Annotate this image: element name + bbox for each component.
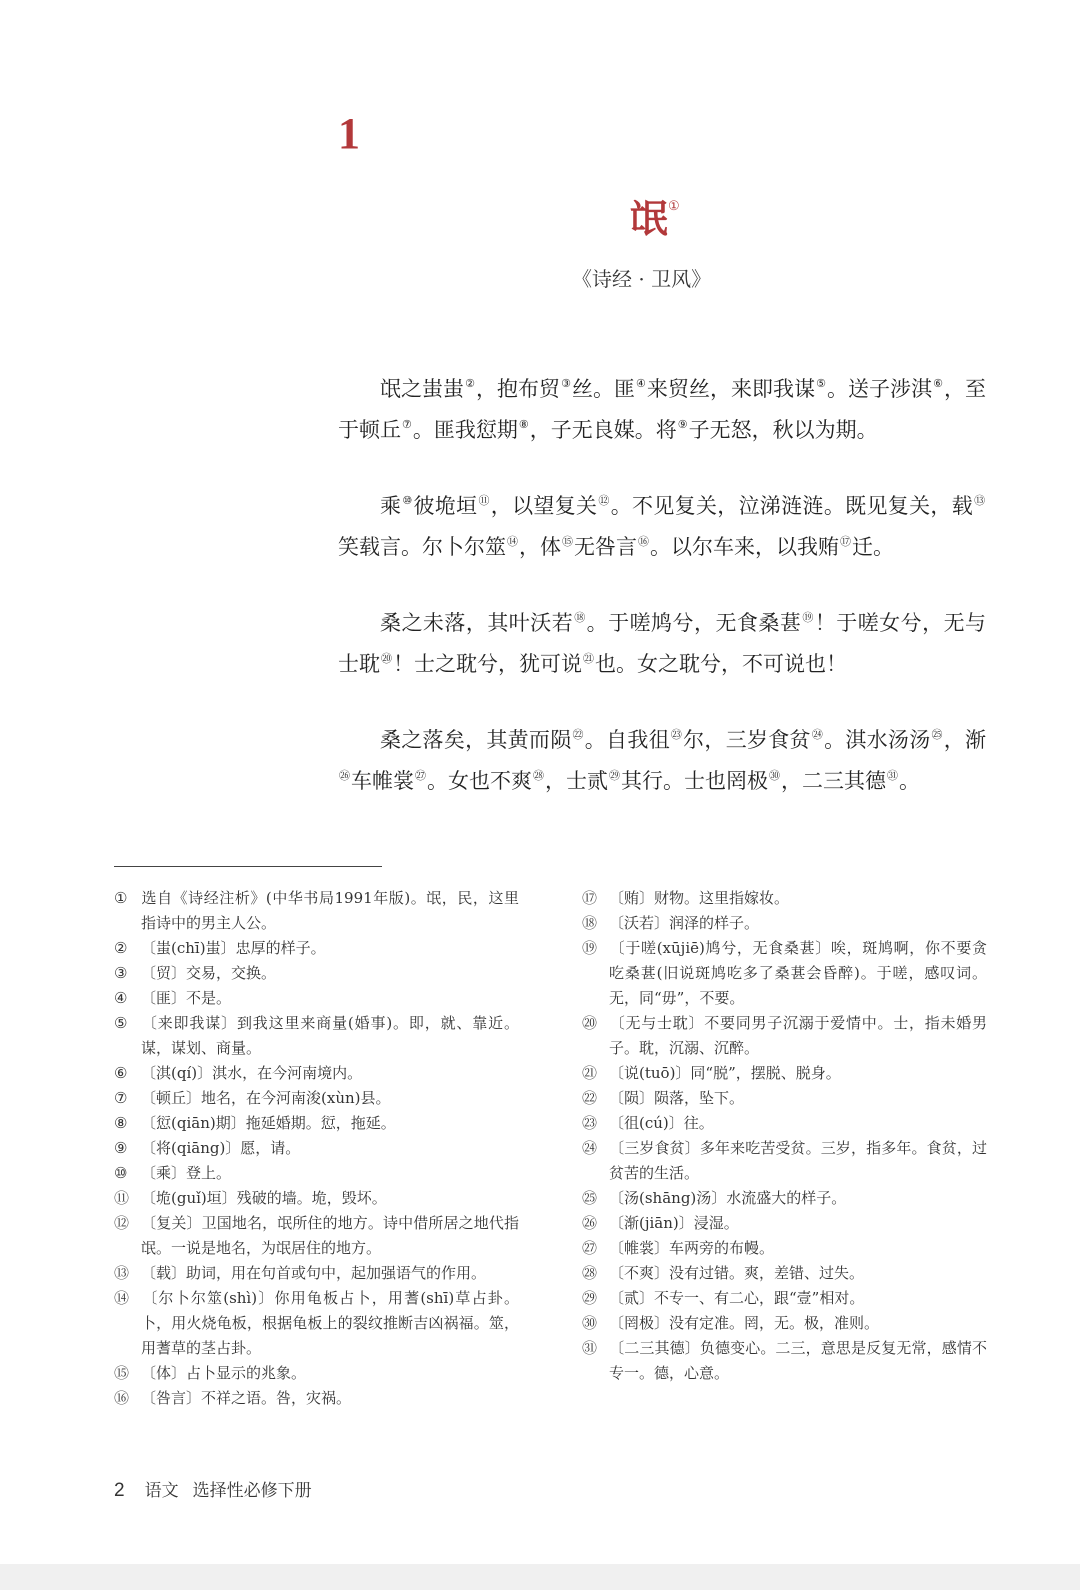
- footnote-marker: ㉛: [887, 769, 898, 782]
- footnote-text: 〔载〕助词，用在句首或句中，起加强语气的作用。: [141, 1264, 487, 1282]
- footnote-text: 〔垝(guǐ)垣〕残破的墙。垝，毁坏。: [141, 1189, 387, 1207]
- footnote-number: ⑫: [114, 1214, 130, 1232]
- stanza-text: ！士之耽兮，犹可说: [393, 652, 582, 676]
- footnote-text: 〔来即我谋〕到我这里来商量(婚事)。即，就、靠近。谋，谋划、商量。: [141, 1014, 519, 1057]
- stanza-text: 其行。士也罔极: [621, 769, 768, 793]
- stanza-text: 迁。: [852, 535, 894, 559]
- footnote-number: ㉖: [582, 1214, 598, 1232]
- lesson-number: 1: [338, 109, 360, 158]
- footnote-item: [114, 1086, 519, 1111]
- stanza-text: 乘: [380, 494, 402, 518]
- footnote-marker: ⑭: [507, 535, 518, 548]
- footnote-number: ①: [114, 889, 128, 907]
- footnote-marker: ③: [561, 377, 571, 390]
- stanza-text: ，渐: [943, 728, 987, 752]
- footnote-marker: ⑮: [562, 535, 573, 548]
- poem-stanza: [338, 600, 986, 682]
- stanza-text: 。不见复关，泣涕涟涟。既见复关，载: [610, 494, 974, 518]
- footnote-item: [114, 936, 519, 961]
- footnote-number: ⑥: [114, 1064, 128, 1082]
- footnote-divider: [114, 866, 382, 867]
- footnote-text: 〔不爽〕没有过错。爽，差错、过失。: [609, 1264, 865, 1282]
- footnote-text: 〔陨〕陨落，坠下。: [609, 1089, 745, 1107]
- footnote-item: [114, 1061, 519, 1086]
- footnote-marker: ⑳: [381, 652, 392, 665]
- footnote-marker: ㉓: [670, 728, 683, 741]
- footnote-item: [114, 1386, 519, 1411]
- stanza-text: 桑之落矣，其黄而陨: [380, 728, 572, 752]
- stanza-text: 桑之未落，其叶沃若: [380, 611, 574, 635]
- footnote-number: ④: [114, 989, 128, 1007]
- footnote-item: [582, 1061, 987, 1086]
- footnote-text: 〔淇(qí)〕淇水，在今河南境内。: [141, 1064, 363, 1082]
- poem-stanza: [338, 366, 986, 448]
- footer-subject: 语文: [144, 1481, 179, 1501]
- footnote-item: [114, 1111, 519, 1136]
- footnote-marker: ㉑: [583, 652, 594, 665]
- footnote-item: [582, 1111, 987, 1136]
- poem-body: [338, 366, 986, 834]
- footnote-marker: ㉘: [533, 769, 544, 782]
- footnote-text: 〔帷裳〕车两旁的布幔。: [609, 1239, 775, 1257]
- footnote-item: [114, 961, 519, 986]
- footnotes-left-column: [114, 886, 519, 1411]
- scan-bottom-strip: [0, 1564, 1080, 1590]
- footnote-number: ⑳: [582, 1014, 598, 1032]
- footnote-marker: ④: [636, 377, 646, 390]
- stanza-text: 。以尔车来，以我贿: [650, 535, 839, 559]
- footnote-text: 〔愆(qiān)期〕拖延婚期。愆，拖延。: [141, 1114, 396, 1132]
- footnote-number: ㉔: [582, 1139, 598, 1157]
- footnote-marker: ②: [465, 377, 475, 390]
- footnote-marker: ㉗: [415, 769, 426, 782]
- footnote-marker: ⑯: [638, 535, 649, 548]
- stanza-text: ，至于顿丘: [338, 377, 987, 442]
- footnote-item: [582, 1186, 987, 1211]
- footnote-number: ⑤: [114, 1014, 128, 1032]
- footnote-text: 〔沃若〕润泽的样子。: [609, 914, 760, 932]
- footnote-text: 〔顿丘〕地名，在今河南浚(xùn)县。: [141, 1089, 391, 1107]
- footnote-item: [582, 1286, 987, 1311]
- footnote-number: ⑮: [114, 1364, 130, 1382]
- footnote-text: 〔贰〕不专一、有二心，跟“壹”相对。: [609, 1289, 865, 1307]
- footnote-marker: ⑧: [518, 418, 529, 431]
- footnote-number: ㉓: [582, 1114, 598, 1132]
- poem-title-note-marker: ①: [668, 199, 680, 214]
- footnote-item: [114, 1161, 519, 1186]
- footnote-text: 〔将(qiāng)〕愿，请。: [141, 1139, 301, 1157]
- footnote-number: ⑰: [582, 889, 598, 907]
- footnote-marker: ⑩: [402, 494, 413, 507]
- footnote-number: ⑩: [114, 1164, 128, 1182]
- footnote-item: [582, 911, 987, 936]
- footnote-marker: ⑲: [802, 611, 814, 624]
- footnote-text: 〔匪〕不是。: [141, 989, 232, 1007]
- footnote-number: ②: [114, 939, 128, 957]
- footnote-item: [582, 1261, 987, 1286]
- footnote-item: [582, 1236, 987, 1261]
- footnote-number: ③: [114, 964, 128, 982]
- stanza-text: 来贸丝，来即我谋: [646, 377, 816, 401]
- stanza-text: ，以望复关: [490, 494, 598, 518]
- footnote-number: ㉑: [582, 1064, 598, 1082]
- page-footer: [114, 1476, 312, 1502]
- footnote-text: 〔于嗟(xūjiē)鸠兮，无食桑葚〕唉，斑鸠啊，你不要贪吃桑葚(旧说斑鸠吃多了桑葚会昏醉)。于嗟，感叹词。无，同“毋”，不要。: [609, 939, 987, 1007]
- footnote-number: ⑦: [114, 1089, 128, 1107]
- stanza-text: ！于嗟女兮，无与士耽: [338, 611, 987, 676]
- footnote-item: [582, 1011, 987, 1061]
- footnote-number: ㉙: [582, 1289, 598, 1307]
- stanza-text: 尔，三岁食贫: [683, 728, 811, 752]
- footnote-marker: ⑨: [677, 418, 688, 431]
- footnote-item: [114, 1211, 519, 1261]
- footnote-number: ⑨: [114, 1139, 128, 1157]
- footnote-text: 〔蚩(chī)蚩〕忠厚的样子。: [141, 939, 326, 957]
- stanza-text: 。于嗟鸠兮，无食桑葚: [586, 611, 802, 635]
- footnote-item: [114, 986, 519, 1011]
- footnote-marker: ⑦: [402, 418, 412, 431]
- poem-source: 《诗经 · 卫风》: [572, 267, 712, 291]
- footnote-text: 〔尔卜尔筮(shì)〕你用龟板占卜，用蓍(shī)草占卦。卜，用火烧龟板，根据龟板上的裂纹推断吉凶祸福。筮，用蓍草的茎占卦。: [141, 1289, 519, 1357]
- footnote-marker: ㉚: [769, 769, 780, 782]
- page-number: 2: [114, 1480, 125, 1501]
- footnote-number: ㉒: [582, 1089, 598, 1107]
- footnote-number: ㉘: [582, 1264, 598, 1282]
- footnote-item: [114, 1011, 519, 1061]
- footnote-item: [582, 1211, 987, 1236]
- footnote-number: ㉛: [582, 1339, 598, 1357]
- poem-title: [630, 188, 680, 243]
- footnote-text: 〔乘〕登上。: [141, 1164, 232, 1182]
- footnote-number: ⑪: [114, 1189, 130, 1207]
- stanza-text: 也。女之耽兮，不可说也！: [595, 652, 847, 676]
- footnote-text: 〔三岁食贫〕多年来吃苦受贫。三岁，指多年。食贫，过贫苦的生活。: [609, 1139, 987, 1182]
- footnote-marker: ㉙: [609, 769, 620, 782]
- footnote-text: 〔徂(cú)〕往。: [609, 1114, 714, 1132]
- stanza-text: 笑载言。尔卜尔筮: [338, 535, 506, 559]
- footnote-marker: ⑫: [598, 494, 610, 507]
- footnote-marker: ㉕: [931, 728, 943, 741]
- footnote-marker: ⑰: [840, 535, 851, 548]
- stanza-text: 彼垝垣: [413, 494, 478, 518]
- stanza-text: 子无怒，秋以为期。: [688, 418, 878, 442]
- footnote-text: 〔贸〕交易，交换。: [141, 964, 277, 982]
- footnote-text: 〔渐(jiān)〕浸湿。: [609, 1214, 739, 1232]
- footnote-item: [582, 1336, 987, 1386]
- footnote-text: 〔无与士耽〕不要同男子沉溺于爱情中。士，指未婚男子。耽，沉溺、沉醉。: [609, 1014, 987, 1057]
- stanza-text: 。送子涉淇: [826, 377, 933, 401]
- footnote-number: ㉗: [582, 1239, 598, 1257]
- stanza-text: ，子无良媒。将: [529, 418, 677, 442]
- footnote-number: ㉕: [582, 1189, 598, 1207]
- footnote-text: 选自《诗经注析》(中华书局1991年版)。氓，民，这里指诗中的男主人公。: [141, 889, 519, 932]
- footnote-number: ⑭: [114, 1289, 130, 1307]
- footnote-item: [582, 886, 987, 911]
- stanza-text: 。自我徂: [584, 728, 670, 752]
- footnote-marker: ⑬: [974, 494, 986, 507]
- stanza-text: 车帷裳: [351, 769, 414, 793]
- footnote-marker: ⑤: [816, 377, 826, 390]
- footnote-text: 〔汤(shāng)汤〕水流盛大的样子。: [609, 1189, 847, 1207]
- stanza-text: 无咎言: [574, 535, 637, 559]
- stanza-text: 氓之蚩蚩: [380, 377, 465, 401]
- footnote-item: [114, 1261, 519, 1286]
- poem-title-text: 氓: [630, 196, 669, 241]
- footnote-text: 〔二三其德〕负德变心。二三，意思是反复无常，感情不专一。德，心意。: [609, 1339, 987, 1382]
- stanza-text: ，体: [519, 535, 561, 559]
- footnote-text: 〔说(tuō)〕同“脱”，摆脱、脱身。: [609, 1064, 841, 1082]
- footnote-number: ⑱: [582, 914, 598, 932]
- footnote-text: 〔体〕占卜显示的兆象。: [141, 1364, 307, 1382]
- poem-stanza: [338, 483, 986, 565]
- footnote-item: [114, 1361, 519, 1386]
- footnote-number: ⑬: [114, 1264, 130, 1282]
- footnote-text: 〔贿〕财物。这里指嫁妆。: [609, 889, 790, 907]
- footnote-item: [582, 1136, 987, 1186]
- footnote-number: ⑧: [114, 1114, 128, 1132]
- footnote-text: 〔复关〕卫国地名，氓所住的地方。诗中借所居之地代指氓。一说是地名，为氓居住的地方。: [141, 1214, 519, 1257]
- stanza-text: ，二三其德: [781, 769, 886, 793]
- footnotes-right-column: [582, 886, 987, 1386]
- footnote-item: [582, 936, 987, 1011]
- stanza-text: 丝。匪: [571, 377, 636, 401]
- footnote-marker: ⑪: [478, 494, 490, 507]
- footnote-marker: ㉒: [572, 728, 584, 741]
- footnote-item: [114, 1186, 519, 1211]
- footnote-number: ⑯: [114, 1389, 130, 1407]
- stanza-text: ，士贰: [545, 769, 608, 793]
- stanza-text: 。女也不爽: [427, 769, 532, 793]
- footnote-item: [582, 1311, 987, 1336]
- footnote-text: 〔咎言〕不祥之语。咎，灾祸。: [141, 1389, 352, 1407]
- poem-stanza: [338, 717, 986, 799]
- stanza-text: 。: [899, 769, 920, 793]
- footnote-item: [114, 1286, 519, 1361]
- footnote-number: ⑲: [582, 939, 598, 957]
- footnote-item: [114, 1136, 519, 1161]
- footnote-marker: ㉖: [339, 769, 350, 782]
- footnote-text: 〔罔极〕没有定准。罔，无。极，准则。: [609, 1314, 880, 1332]
- footnote-marker: ⑥: [933, 377, 943, 390]
- footnote-marker: ⑱: [574, 611, 586, 624]
- footnote-item: [582, 1086, 987, 1111]
- footer-book-title: 选择性必修下册: [192, 1481, 312, 1501]
- footnote-item: [114, 886, 519, 936]
- footnote-number: ㉚: [582, 1314, 598, 1332]
- stanza-text: ，抱布贸: [475, 377, 561, 401]
- footnote-marker: ㉔: [811, 728, 824, 741]
- stanza-text: 。匪我愆期: [412, 418, 518, 442]
- stanza-text: 。淇水汤汤: [824, 728, 931, 752]
